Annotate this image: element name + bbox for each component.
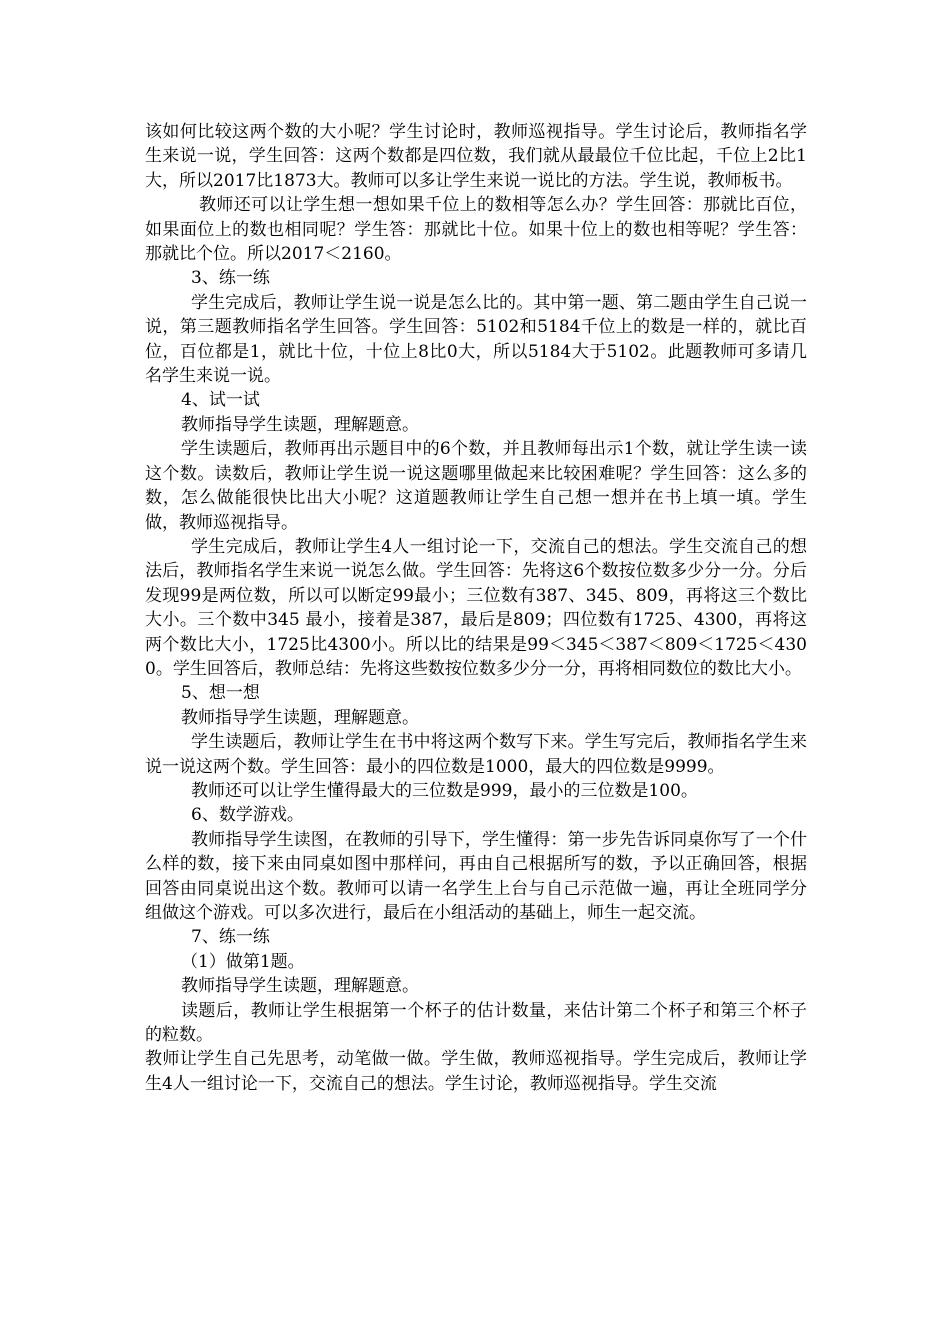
paragraph-5: 学生读题后，教师再出示题目中的6个数，并且教师每出示1个数，就让学生读一读这个数。读数后，教师让学生说一说这题哪里做起来比较困难呢？学生回答：这么多的数，怎么做能很快比出大小呢？这道题教师让学生自己想一想并在书上填一填。学生做，教师巡视指导。 xyxy=(145,439,807,533)
paragraph-12: 读题后，教师让学生根据第一个杯子的估计数量，来估计第二个杯子和第三个杯子的粒数。 xyxy=(145,1000,807,1046)
paragraph-3: 学生完成后，教师让学生说一说是怎么比的。其中第一题、第二题由学生自己说一说，第三题教师指名学生回答。学生回答：5102和5184千位上的数是一样的，就比百位，百位都是1，就比十位，十位上8比0大，所以5184大于5102。此题教师可多请几名学生来说一说。 xyxy=(145,292,807,387)
paragraph-9: 教师还可以让学生懂得最大的三位数是999，最小的三位数是100。 xyxy=(191,780,698,801)
sub-heading-1: （1）做第1题。 xyxy=(181,951,305,972)
section-heading-6: 6、数学游戏。 xyxy=(191,805,304,826)
paragraph-13: 教师让学生自己先思考，动笔做一做。学生做，教师巡视指导。学生完成后，教师让学生4人一组讨论一下，交流自己的想法。学生讨论，教师巡视指导。学生交流 xyxy=(145,1049,807,1094)
section-heading-3: 3、练一练 xyxy=(191,268,270,289)
paragraph-7: 教师指导学生读题，理解题意。 xyxy=(181,707,419,728)
document-page xyxy=(145,120,807,1096)
paragraph-4: 教师指导学生读题，理解题意。 xyxy=(181,414,419,435)
paragraph-1: 该如何比较这两个数的大小呢？学生讨论时，教师巡视指导。学生讨论后，教师指名学生来说一说，学生回答：这两个数都是四位数，我们就从最最位千位比起，千位上2比1大，所以2017比1873大。教师可以多让学生来说一说比的方法。学生说，教师板书。 xyxy=(145,122,807,191)
section-heading-5: 5、想一想 xyxy=(181,683,260,704)
section-heading-7: 7、练一练 xyxy=(191,927,270,948)
paragraph-6: 学生完成后，教师让学生4人一组讨论一下，交流自己的想法。学生交流自己的想法后，教师指名学生来说一说怎么做。学生回答：先将这6个数按位数多少分一分。分后发现99是两位数，所以可以断定99最小；三位数有387、345、809，再将这三个数比大小。三个数中345 最小，接着是387，最后是809；四位数有1725、4300，再将这两个数比大小，1725比4300小。所以比的结果是99＜345＜387＜809＜1725＜4300。学生回答后，教师总结：先将这些数按位数多少分一分，再将相同数位的数比大小。 xyxy=(145,536,807,679)
section-heading-4: 4、试一试 xyxy=(181,390,260,411)
paragraph-8: 学生读题后，教师让学生在书中将这两个数写下来。学生写完后，教师指名学生来说一说这两个数。学生回答：最小的四位数是1000，最大的四位数是9999。 xyxy=(145,732,807,777)
paragraph-10: 教师指导学生读图，在教师的引导下，学生懂得：第一步先告诉同桌你写了一个什么样的数，接下来由同桌如图中那样问，再由自己根据所写的数，予以正确回答，根据回答由同桌说出这个数。教师可以请一名学生上台与自己示范做一遍，再让全班同学分组做这个游戏。可以多次进行，最后在小组活动的基础上，师生一起交流。 xyxy=(145,829,807,923)
paragraph-2: 教师还可以让学生想一想如果千位上的数相等怎么办？学生回答：那就比百位，如果面位上的数也相同呢？学生答：那就比十位。如果十位上的数也相等呢？学生答：那就比个位。所以2017＜2160。 xyxy=(145,195,807,265)
paragraph-11: 教师指导学生读题，理解题意。 xyxy=(181,976,419,997)
